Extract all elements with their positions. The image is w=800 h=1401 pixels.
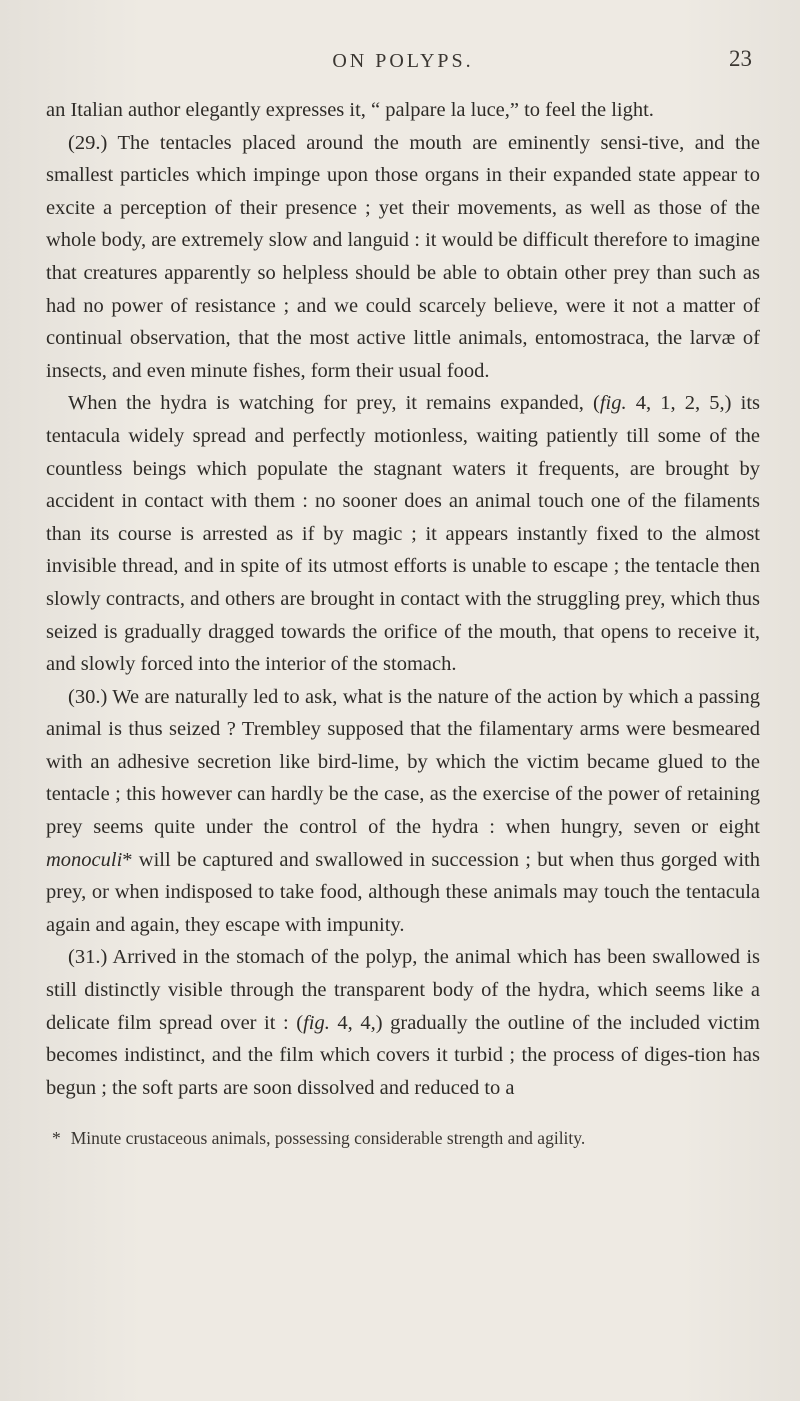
page-number: 23 bbox=[729, 46, 752, 71]
running-head bbox=[46, 0, 760, 80]
paragraph bbox=[46, 681, 760, 942]
body-text bbox=[46, 94, 760, 1104]
italic-text: monoculi bbox=[46, 848, 123, 871]
paragraph-text: When the hydra is watching for prey, it remains expanded, ( bbox=[68, 392, 600, 415]
paragraph bbox=[46, 94, 760, 127]
paragraph-text: * will be captured and swallowed in succession ; but when thus gorged with prey, or when indisposed to take food, although these animals may touch the tentacula again and again, they escape with impunity. bbox=[46, 848, 760, 936]
paragraph-text: (31.) Arrived in the stomach of the polyp, the animal which has been swallowed is still distinctly visible through the transparent body of the hydra, which seems like a delicate film spread over it : ( bbox=[46, 946, 760, 1034]
paragraph bbox=[46, 941, 760, 1104]
running-title: ON POLYPS. bbox=[332, 50, 474, 72]
paragraph-text: (29.) The tentacles placed around the mouth are eminently sensi-tive, and the smallest particles which impinge upon those organs in their expanded state appear to excite a perception of their presence ; yet their movements, as well as those of the whole body, are extremely slow and languid : it would be difficult therefore to imagine that creatures apparently so helpless should be able to obtain other prey than such as had no power of resistance ; and we could scarcely believe, were it not a matter of continual observation, that the most active little animals, entomostraca, the larvæ of insects, and even minute fishes, form their usual food. bbox=[46, 131, 760, 382]
footnote-text: Minute crustaceous animals, possessing considerable strength and agility. bbox=[70, 1128, 586, 1149]
italic-text: fig. bbox=[303, 1011, 330, 1034]
paragraph bbox=[46, 387, 760, 680]
paragraph-text: an Italian author elegantly expresses it, “ palpare la luce,” to feel the light. bbox=[46, 99, 654, 121]
paragraph-text: 4, 4,) gradually the outline of the included victim becomes indistinct, and the film which covers it turbid ; the process of diges-tion has begun ; the soft parts are soon dissolved and reduced to a bbox=[46, 1011, 760, 1099]
footnote bbox=[46, 1126, 760, 1150]
footnote-mark: * bbox=[52, 1128, 61, 1149]
paragraph bbox=[46, 127, 760, 388]
paragraph-text: (30.) We are naturally led to ask, what is the nature of the action by which a passing animal is thus seized ? Trembley supposed that the filamentary arms were besmeared with an adhesive secretion like bird-lime, by which the victim became glued to the tentacle ; this however can hardly be the case, as the exercise of the power of retaining prey seems quite under the control of the hydra : when hungry, seven or eight bbox=[46, 685, 760, 839]
italic-text: fig. bbox=[599, 392, 627, 415]
paragraph-text: 4, 1, 2, 5,) its tentacula widely spread and perfectly motionless, waiting patiently till some of the countless beings which populate the stagnant waters it frequents, are brought by accident in contact with them : no sooner does an animal touch one of the filaments than its course is arrested as if by magic ; it appears instantly fixed to the almost invisible thread, and in spite of its utmost efforts is unable to escape ; the tentacle then slowly contracts, and others are brought in contact with the struggling prey, which thus seized is gradually dragged towards the orifice of the mouth, that opens to receive it, and slowly forced into the interior of the stomach. bbox=[46, 392, 760, 676]
